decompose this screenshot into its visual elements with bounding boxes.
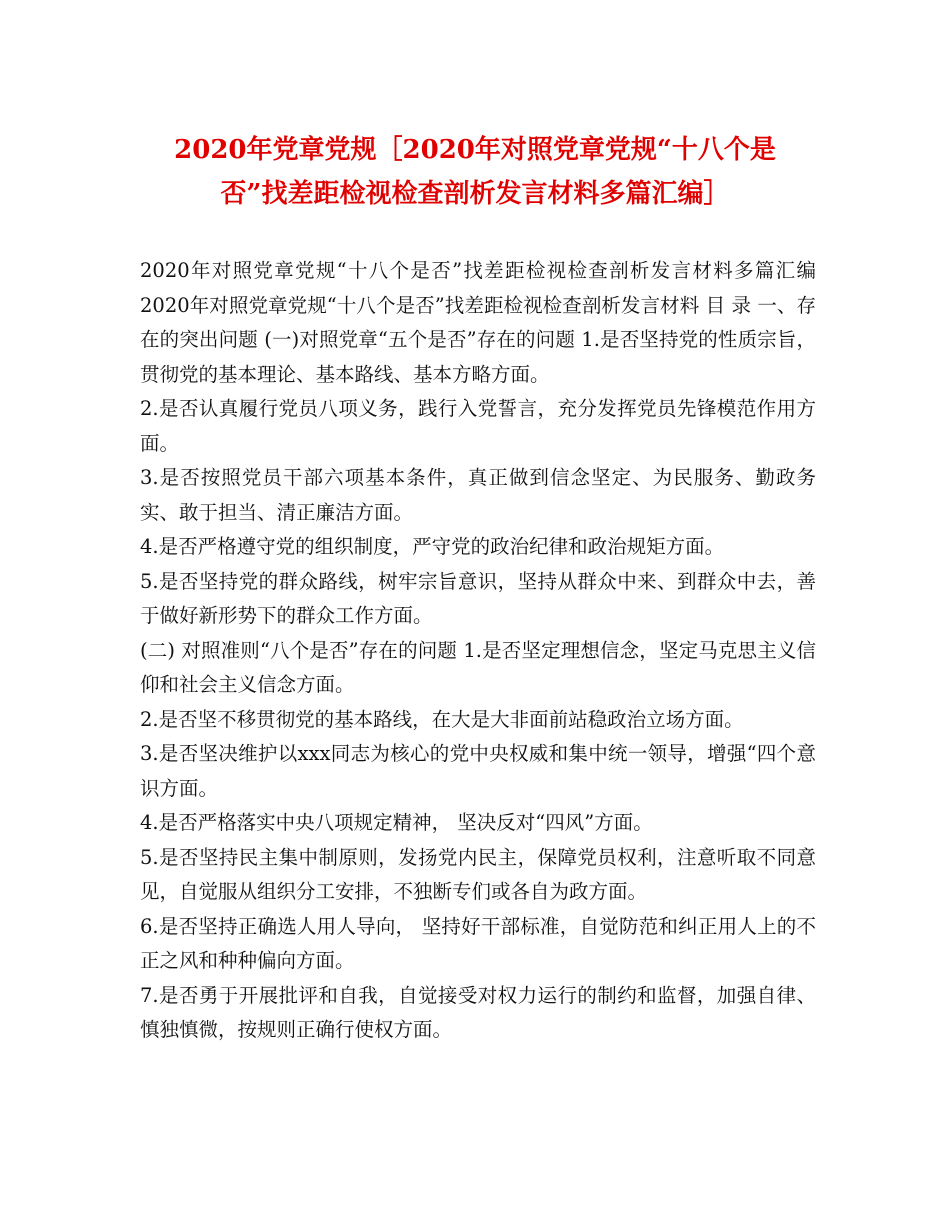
body-paragraph: 4.是否严格遵守党的组织制度，严守党的政治纪律和政治规矩方面。 bbox=[140, 535, 725, 558]
document-title-line-2: 否”找差距检视检查剖析发言材料多篇汇编］ bbox=[220, 179, 730, 209]
body-paragraph: 2.是否坚不移贯彻党的基本路线，在大是大非面前站稳政治立场方面。 bbox=[140, 707, 744, 731]
document-body bbox=[140, 254, 816, 1048]
document-title-line-1: 2020年党章党规［2020年对照党章党规“十八个是 bbox=[174, 135, 776, 165]
body-paragraph: 2.是否认真履行党员八项义务，践行入党誓言，充分发挥党员先锋模范作用方面。 bbox=[140, 397, 816, 455]
document-title bbox=[100, 128, 850, 216]
body-paragraph: 2020年对照党章党规“十八个是否”找差距检视检查剖析发言材料多篇汇编 2020年对照党章党规“十八个是否”找差距检视检查剖析发言材料 目 录 一、存在的突出问题 (一)对照党章“五个是否”存在的问题 1.是否坚持党的性质宗旨，贯彻党的基本理论、基本路线、基本方略方面。 bbox=[140, 259, 816, 386]
body-paragraph: (二) 对照准则“八个是否”存在的问题 1.是否坚定理想信念，坚定马克思主义信仰和社会主义信念方面。 bbox=[140, 638, 816, 696]
body-paragraph: 3.是否按照党员干部六项基本条件，真正做到信念坚定、为民服务、勤政务实、敢于担当、清正廉洁方面。 bbox=[140, 466, 816, 524]
body-paragraph: 7.是否勇于开展批评和自我，自觉接受对权力运行的制约和监督，加强自律、慎独慎微，按规则正确行使权方面。 bbox=[140, 983, 816, 1041]
body-paragraph: 6.是否坚持正确选人用人导向， 坚持好干部标准，自觉防范和纠正用人上的不正之风和种种偏向方面。 bbox=[140, 914, 816, 972]
body-paragraph: 5.是否坚持民主集中制原则，发扬党内民主，保障党员权利，注意听取不同意见，自觉服从组织分工安排，不独断专们或各自为政方面。 bbox=[140, 845, 816, 903]
body-paragraph: 5.是否坚持党的群众路线，树牢宗旨意识，坚持从群众中来、到群众中去，善于做好新形势下的群众工作方面。 bbox=[140, 569, 816, 627]
body-paragraph: 4.是否严格落实中央八项规定精神， 坚决反对“四风”方面。 bbox=[140, 811, 653, 834]
body-paragraph: 3.是否坚决维护以xxx同志为核心的党中央权威和集中统一领导，增强“四个意识方面。 bbox=[140, 742, 816, 800]
